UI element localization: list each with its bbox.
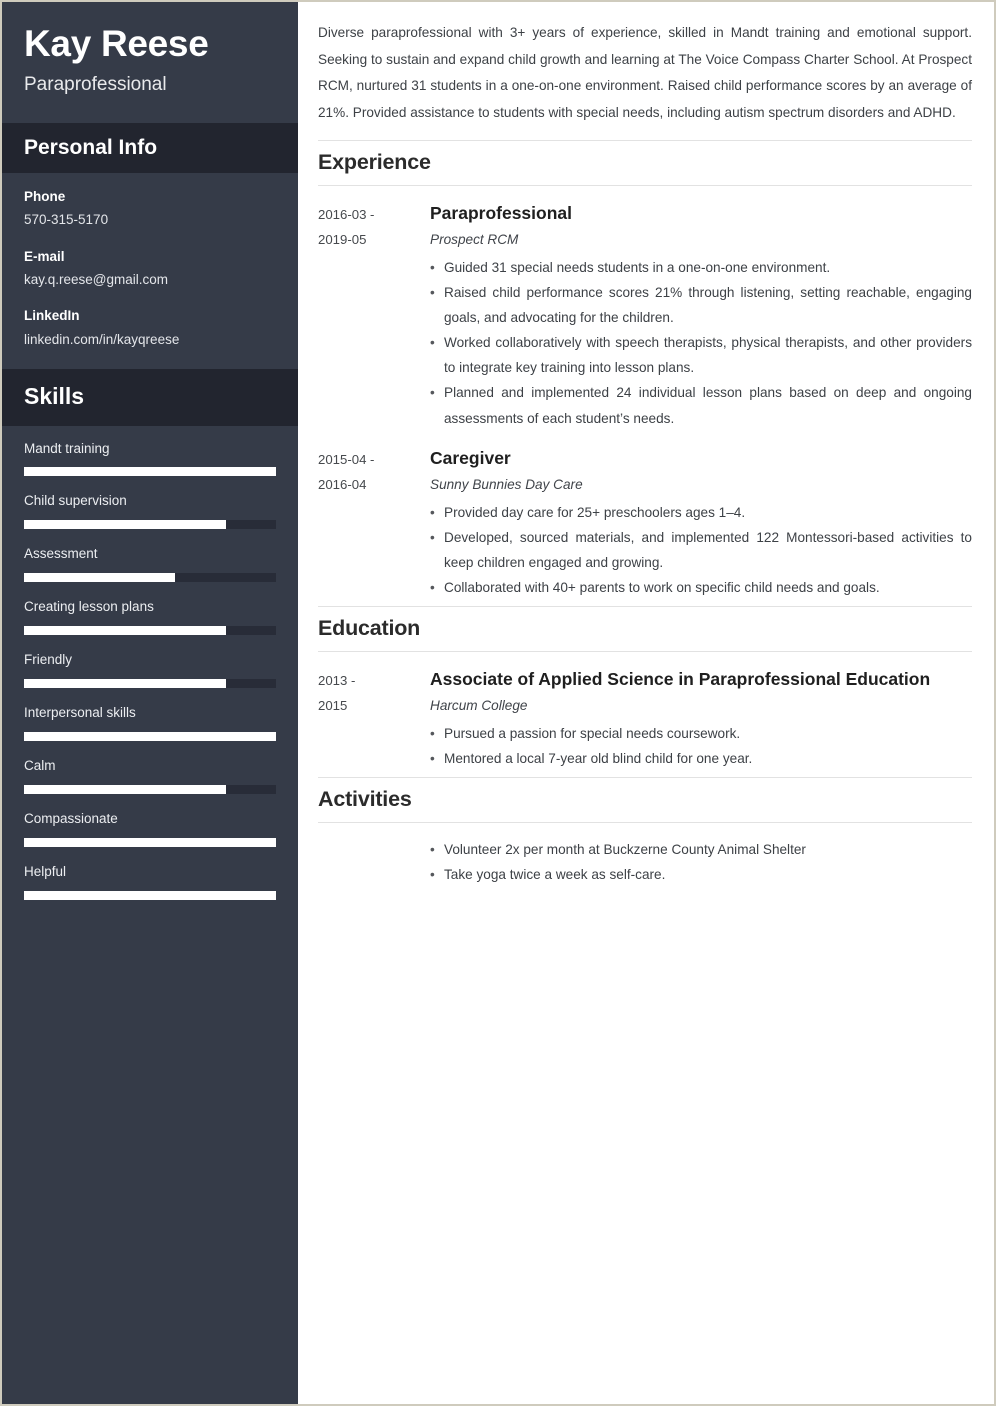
entry-dates <box>318 666 430 718</box>
bullet-item: • Guided 31 special needs students in a one-on-one environment. <box>430 255 972 280</box>
skills-heading: Skills <box>24 383 85 410</box>
section-experience <box>318 140 972 600</box>
skill-bar-track <box>24 626 276 635</box>
info-label: E-mail <box>24 248 65 264</box>
skills-list <box>2 426 298 920</box>
date-start: 2016-03 - <box>318 206 375 222</box>
entry-bullets <box>430 837 972 887</box>
skills-band <box>2 369 298 425</box>
skill-item <box>24 440 276 477</box>
info-label: LinkedIn <box>24 308 80 324</box>
info-value-phone[interactable]: 570-315-5170 <box>24 212 109 228</box>
skill-name: Mandt training <box>24 440 110 456</box>
skill-name: Child supervision <box>24 493 127 509</box>
date-end: 2019-05 <box>318 231 367 247</box>
date-start: 2013 - <box>318 672 356 688</box>
activities-entry <box>318 837 972 887</box>
entry-title: Paraprofessional <box>430 202 572 223</box>
skill-bar-fill <box>24 573 175 582</box>
summary-paragraph: Diverse paraprofessional with 3+ years of experience, skilled in Mandt training and emotional support. Seeking to sustain and expand child growth and learning at The Voice Compass Charter School. At Prospect RCM, nurtured 31 students in a one-on-one environment. Raised child performance scores by an average of 21%. Provided assistance to students with special needs, including autism spectrum disorders and ADHD. <box>318 25 972 120</box>
date-start: 2015-04 - <box>318 451 375 467</box>
bullet-item: • Volunteer 2x per month at Buckzerne County Animal Shelter <box>430 837 972 862</box>
education-entry <box>318 666 972 771</box>
entry-content <box>430 200 972 431</box>
skill-bar-fill <box>24 467 276 476</box>
education-heading-wrap <box>318 606 972 652</box>
experience-entry <box>318 200 972 431</box>
info-item-linkedin <box>24 306 276 349</box>
entry-title: Caregiver <box>430 447 511 468</box>
skill-item <box>24 863 276 900</box>
skill-item <box>24 651 276 688</box>
skill-bar-fill <box>24 838 276 847</box>
personal-info-heading: Personal Info <box>24 135 158 159</box>
skill-item <box>24 810 276 847</box>
skill-name: Compassionate <box>24 810 118 826</box>
skill-item <box>24 545 276 582</box>
activities-heading: Activities <box>318 787 412 812</box>
info-label: Phone <box>24 188 66 204</box>
entry-title: Associate of Applied Science in Paraprofessional Education <box>430 668 931 689</box>
personal-info-list <box>2 173 298 369</box>
date-end: 2015 <box>318 697 348 713</box>
activities-heading-wrap <box>318 777 972 823</box>
bullet-item: • Take yoga twice a week as self-care. <box>430 862 972 887</box>
bullet-item: • Collaborated with 40+ parents to work on specific child needs and goals. <box>430 575 972 600</box>
skill-name: Helpful <box>24 863 67 879</box>
bullet-item: • Developed, sourced materials, and implemented 122 Montessori-based activities to keep children engaged and growing. <box>430 525 972 575</box>
skill-bar-fill <box>24 785 226 794</box>
skill-bar-track <box>24 732 276 741</box>
entry-content <box>430 445 972 600</box>
main-content <box>298 2 994 1404</box>
date-end: 2016-04 <box>318 476 367 492</box>
skill-name: Friendly <box>24 652 73 668</box>
bullet-item: • Worked collaboratively with speech therapists, physical therapists, and other providers to integrate key training into lesson plans. <box>430 330 972 380</box>
info-value-linkedin[interactable]: linkedin.com/in/kayqreese <box>24 331 180 347</box>
skill-bar-fill <box>24 732 276 741</box>
entry-bullets <box>430 500 972 601</box>
skill-name: Assessment <box>24 546 98 562</box>
skill-bar-fill <box>24 520 226 529</box>
bullet-item: • Pursued a passion for special needs coursework. <box>430 721 972 746</box>
skill-bar-track <box>24 838 276 847</box>
info-value-email[interactable]: kay.q.reese@gmail.com <box>24 271 169 287</box>
entry-content <box>430 666 972 771</box>
skill-bar-track <box>24 467 276 476</box>
section-education <box>318 606 972 771</box>
bullet-item: • Raised child performance scores 21% through listening, setting reachable, engaging goals, and advocating for the children. <box>430 280 972 330</box>
skill-item <box>24 757 276 794</box>
skill-bar-track <box>24 891 276 900</box>
skill-item <box>24 598 276 635</box>
skill-bar-fill <box>24 679 226 688</box>
candidate-name: Kay Reese <box>24 23 209 64</box>
skill-bar-track <box>24 520 276 529</box>
bullet-item: • Planned and implemented 24 individual lesson plans based on deep and ongoing assessments of each student’s needs. <box>430 380 972 430</box>
skill-bar-fill <box>24 891 276 900</box>
entry-bullets <box>430 721 972 771</box>
experience-heading: Experience <box>318 150 431 174</box>
entry-subtitle: Sunny Bunnies Day Care <box>430 476 583 492</box>
skill-bar-track <box>24 679 276 688</box>
personal-info-band <box>2 123 298 173</box>
entry-dates <box>318 445 430 497</box>
entry-bullets <box>430 255 972 431</box>
entry-dates <box>318 837 430 839</box>
bullet-item: • Provided day care for 25+ preschoolers ages 1–4. <box>430 500 972 525</box>
entry-subtitle: Prospect RCM <box>430 231 519 247</box>
skill-name: Calm <box>24 757 56 773</box>
bullet-item: • Mentored a local 7-year old blind child for one year. <box>430 746 972 771</box>
info-item-phone <box>24 187 276 230</box>
candidate-job-title: Paraprofessional <box>24 73 167 95</box>
experience-entry <box>318 445 972 600</box>
skill-name: Creating lesson plans <box>24 599 154 615</box>
skill-item <box>24 492 276 529</box>
section-activities <box>318 777 972 887</box>
entry-subtitle: Harcum College <box>430 698 528 714</box>
skill-item <box>24 704 276 741</box>
experience-heading-wrap <box>318 140 972 186</box>
skill-bar-track <box>24 573 276 582</box>
skill-bar-track <box>24 785 276 794</box>
skill-name: Interpersonal skills <box>24 705 136 721</box>
sidebar-header <box>2 2 298 123</box>
entry-dates <box>318 200 430 252</box>
education-heading: Education <box>318 616 421 641</box>
info-item-email <box>24 247 276 290</box>
skill-bar-fill <box>24 626 226 635</box>
entry-content <box>430 837 972 887</box>
sidebar <box>2 2 298 1404</box>
